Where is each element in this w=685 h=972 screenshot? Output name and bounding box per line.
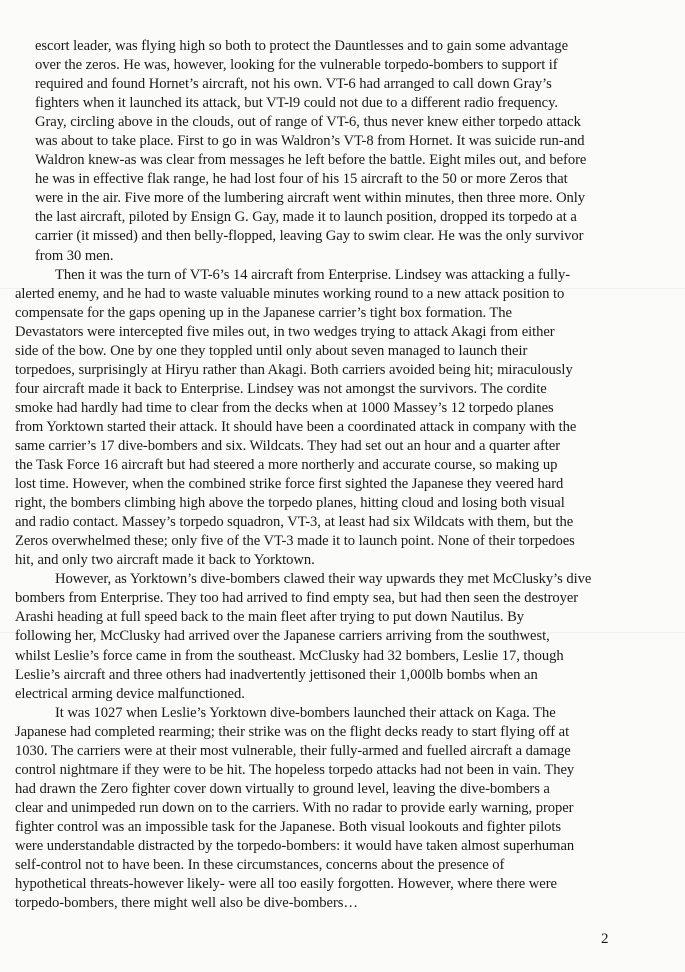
text-line: hypothetical threats-however likely- were all too easily forgotten. However, where there were — [15, 876, 557, 893]
text-line: from 30 men. — [35, 247, 114, 264]
text-line: Japanese had completed rearming; their strike was on the flight decks ready to start flying off at — [15, 723, 570, 740]
text-line: However, as Yorktown’s dive-bombers clawed their way upwards they met McClusky’s dive — [55, 571, 592, 588]
text-line: Leslie’s aircraft and three others had inadvertently jettisoned their 1,000lb bombs when an — [15, 666, 538, 683]
text-line: and radio contact. Massey’s torpedo squadron, VT-3, at least had six Wildcats with them, but the — [15, 514, 574, 531]
paragraph — [15, 570, 653, 703]
text-line: whilst Leslie’s force came in from the southeast. McClusky had 32 bombers, Leslie 17, though — [15, 647, 564, 664]
text-line: Zeros overwhelmed these; only five of the VT-3 made it to launch point. None of their torpedoes — [15, 533, 575, 550]
text-line: smoke had hardly had time to clear from the decks when at 1000 Massey’s 12 torpedo planes — [15, 399, 554, 416]
text-line: Waldron knew-as was clear from messages he left before the battle. Eight miles out, and before — [35, 152, 587, 169]
text-line: Devastators were intercepted five miles out, in two wedges trying to attack Akagi from either — [15, 323, 555, 340]
text-line: over the zeros. He was, however, looking for the vulnerable torpedo-bombers to support if — [35, 57, 558, 74]
text-line: bombers from Enterprise. They too had arrived to find empty sea, but had then seen the destroyer — [15, 590, 579, 607]
paragraph — [15, 704, 653, 914]
text-line: fighter control was an impossible task for the Japanese. Both visual lookouts and fighter pilots — [15, 818, 562, 835]
text-line: Then it was the turn of VT-6’s 14 aircraft from Enterprise. Lindsey was attacking a fully- — [55, 266, 571, 283]
paragraph — [15, 266, 653, 571]
text-line: fighters when it launched its attack, but VT-l9 could not due to a different radio frequency. — [35, 95, 559, 112]
text-line: the last aircraft, piloted by Ensign G. Gay, made it to launch position, dropped its torpedo at a — [35, 209, 577, 226]
text-line: torpedo-bombers, there might well also be dive-bombers… — [15, 895, 358, 912]
text-line: he was in effective flak range, he had lost four of his 15 aircraft to the 50 or more Zeros that — [35, 171, 568, 188]
text-line: was about to take place. First to go in was Waldron’s VT-8 from Hornet. It was suicide run-and — [35, 133, 585, 150]
text-line: right, the bombers climbing high above the torpedo planes, hitting cloud and losing both visual — [15, 495, 565, 512]
paragraph — [35, 37, 653, 266]
text-line: lost time. However, when the combined strike force first sighted the Japanese they veered hard — [15, 476, 564, 493]
text-line: side of the bow. One by one they toppled until only about seven managed to launch their — [15, 342, 528, 359]
text-line: the Task Force 16 aircraft but had steered a more northerly and accurate course, so making up — [15, 457, 558, 474]
text-line: Gray, circling above in the clouds, out of range of VT-6, thus never knew either torpedo attack — [35, 114, 581, 131]
text-line: escort leader, was flying high so both to protect the Dauntlesses and to gain some advantage — [35, 38, 569, 54]
text-line: compensate for the gaps opening up in the Japanese carrier’s tight box formation. The — [15, 304, 512, 321]
text-line: hit, and only two aircraft made it back to Yorktown. — [15, 552, 315, 569]
text-line: electrical arming device malfunctioned. — [15, 685, 245, 702]
text-line: same carrier’s 17 dive-bombers and six. Wildcats. They had set out an hour and a quarter after — [15, 437, 561, 454]
text-line: following her, McClusky had arrived over the Japanese carriers arriving from the southwest, — [15, 628, 550, 645]
text-line: self-control not to have been. In these circumstances, concerns about the presence of — [15, 857, 505, 874]
body-text — [15, 37, 653, 913]
text-line: control nightmare if they were to be hit. The hopeless torpedo attacks had not been in vain. They — [15, 761, 575, 778]
text-line: were in the air. Five more of the lumbering aircraft went within minutes, then three more. Only — [35, 190, 586, 207]
text-line: were understandable distracted by the torpedo-bombers: it would have taken almost superhuman — [15, 837, 575, 854]
page-number: 2 — [601, 931, 609, 947]
text-line: torpedoes, surprisingly at Hiryu rather than Akagi. Both carriers avoided being hit; miraculously — [15, 361, 573, 378]
text-line: required and found Hornet’s aircraft, not his own. VT-6 had arranged to call down Gray’s — [35, 76, 552, 93]
text-line: It was 1027 when Leslie’s Yorktown dive-bombers launched their attack on Kaga. The — [55, 704, 556, 721]
text-line: alerted enemy, and he had to waste valuable minutes working round to a new attack position to — [15, 285, 565, 302]
text-line: 1030. The carriers were at their most vulnerable, their fully-armed and fuelled aircraft a damage — [15, 742, 571, 759]
text-line: four aircraft made it back to Enterprise. Lindsey was not amongst the survivors. The cordite — [15, 380, 547, 397]
text-line: carrier (it missed) and then belly-flopped, leaving Gay to swim clear. He was the only survivor — [35, 228, 584, 245]
text-line: clear and unimpeded run down on to the carriers. With no radar to provide early warning, proper — [15, 799, 574, 816]
text-line: from Yorktown started their attack. It should have been a coordinated attack in company with the — [15, 418, 577, 435]
text-line: had drawn the Zero fighter cover down virtually to ground level, leaving the dive-bombers a — [15, 780, 550, 797]
text-line: Arashi heading at full speed back to the main fleet after trying to put down Nautilus. By — [15, 609, 525, 626]
